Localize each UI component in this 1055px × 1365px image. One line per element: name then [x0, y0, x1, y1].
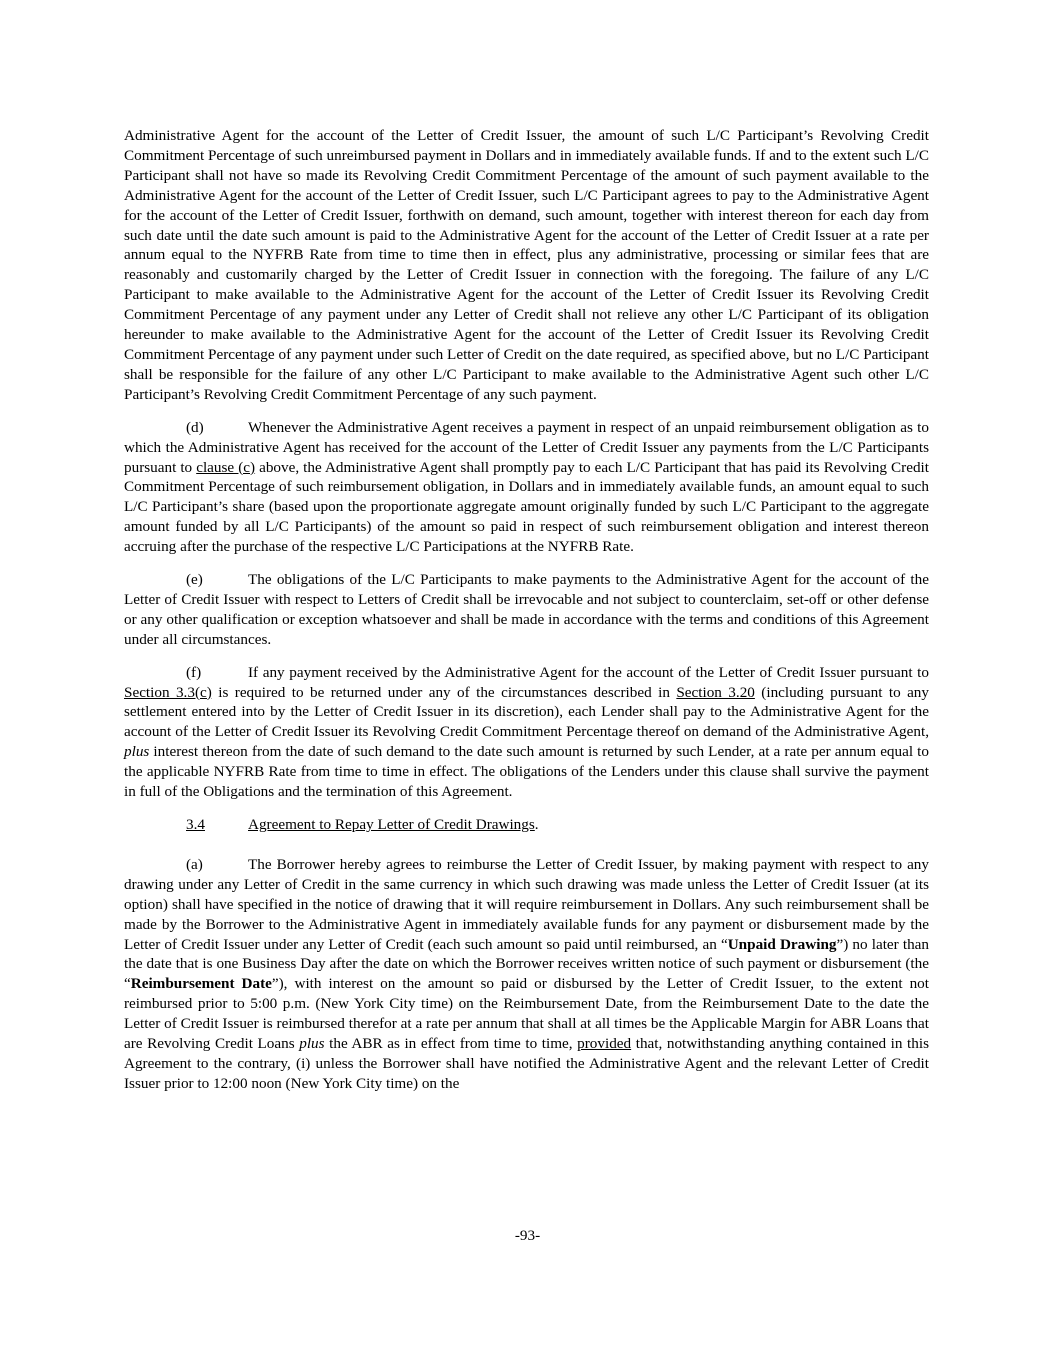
paragraph-text: Whenever the Administrative Agent receives a payment in respect of an unpaid reimbursement obligation as to which the Administrative Agent has received for the account of the Letter of Credit Issuer any payments from the L/C Participants pursuant to: [124, 418, 929, 476]
cross-reference: clause (c): [196, 458, 256, 476]
paragraph-3-4-a: [124, 855, 929, 1094]
defined-term: Unpaid Drawing: [727, 935, 837, 953]
paragraph-e: [124, 570, 929, 650]
paragraph-text: is required to be returned under any of the circumstances described in: [211, 683, 677, 701]
underlined-term: provided: [577, 1035, 632, 1053]
cross-reference: Section 3.3(c): [124, 683, 212, 701]
paragraph-label: (a): [186, 855, 203, 873]
paragraph-text: If any payment received by the Administrative Agent for the account of the Letter of Credit Issuer pursuant to: [248, 663, 929, 681]
paragraph-f: [124, 663, 929, 802]
paragraph-text: ”) no later than the date that is one Business Day after the date on which the Borrower receives written notice of such payment or disbursement (the “: [124, 935, 930, 993]
paragraph-c-continuation: [124, 126, 929, 405]
paragraph-text: ”), with interest on the amount so paid or disbursed by the Letter of Credit Issuer, to the extent not reimbursed prior to 5:00 p.m. (New York City time) on the Reimbursement Date, from the Reimbursement Date to the date the Letter of Credit Issuer is reimbursed therefor at a rate per annum that shall at all times be the Applicable Margin for ABR Loans that are Revolving Credit Loans: [124, 975, 929, 1053]
cross-reference: Section 3.20: [676, 683, 755, 701]
paragraph-text: The obligations of the L/C Participants to make payments to the Administrative Agent for the account of the Letter of Credit Issuer with respect to Letters of Credit shall be irrevocable and not subject to counterclaim, set-off or other defense or any other qualification or exception whatsoever and shall be made in accordance with the terms and conditions of this Agreement under all circumstances.: [124, 571, 929, 648]
section-number: 3.4: [186, 816, 205, 833]
paragraph-text: (including pursuant to any settlement entered into by the Letter of Credit Issuer in its discretion), each Lender shall pay to the Administrative Agent for the account of the Letter of Credit Issuer its Revolving Credit Commitment Percentage thereof on demand of the Administrative Agent,: [124, 683, 929, 741]
paragraph-label: (f): [186, 663, 202, 681]
paragraph-text: Administrative Agent for the account of the Letter of Credit Issuer, the amount of such L/C Participant’s Revolving Credit Commitment Percentage of such unreimbursed payment in Dollars and in immediately available funds. If and to the extent such L/C Participant shall not have so made its Revolving Credit Commitment Percentage of the amount of such payment available to the Administrative Agent for the account of the Letter of Credit Issuer, such L/C Participant agrees to pay to the Administrative Agent for the account of the Letter of Credit Issuer, forthwith on demand, such amount, together with interest thereon for each day from such date until the date such amount is paid to the Administrative Agent for the account of the Letter of Credit Issuer at a rate per annum equal to the NYFRB Rate from time to time then in effect, plus any administrative, processing or similar fees that are reasonably and customarily charged by the Letter of Credit Issuer in connection with the foregoing. The failure of any L/C Participant to make available to the Administrative Agent for the account of the Letter of Credit Issuer its Revolving Credit Commitment Percentage of any payment under any Letter of Credit shall not relieve any other L/C Participant of its obligation hereunder to make available to the Administrative Agent for the account of the Letter of Credit Issuer its Revolving Credit Commitment Percentage of any payment under such Letter of Credit on the date required, as specified above, but no L/C Participant shall be responsible for the failure of any other L/C Participant to make available to the Administrative Agent such other L/C Participant’s Revolving Credit Commitment Percentage of any such payment.: [124, 127, 929, 403]
paragraph-text: that, notwithstanding anything contained in this Agreement to the contrary, (i) unless the Borrower shall have notified the Administrative Agent and the relevant Letter of Credit Issuer prior to 12:00 noon (New York City time) on the: [124, 1035, 929, 1092]
defined-term: Reimbursement Date: [130, 975, 272, 993]
paragraph-d: [124, 418, 929, 557]
paragraph-text: interest thereon from the date of such demand to the date such amount is returned by such Lender, at a rate per annum equal to the applicable NYFRB Rate from time to time in effect. The obligations of the Lenders under this clause shall survive the payment in full of the Obligations and the termination of this Agreement.: [124, 743, 929, 801]
section-title-punctuation: .: [534, 816, 539, 833]
page-number: -93-: [514, 1227, 541, 1244]
paragraph-text: the ABR as in effect from time to time,: [324, 1035, 578, 1053]
paragraph-text: above, the Administrative Agent shall promptly pay to each L/C Participant that has paid its Revolving Credit Commitment Percentage of such reimbursement obligation, in Dollars and in immediately available funds, an amount equal to such L/C Participant’s share (based upon the proportionate aggregate amount originally funded by such L/C Participant to the aggregate amount funded by all L/C Participants) of the amount so paid in respect of such reimbursement obligation and interest thereon accruing after the purchase of the respective L/C Participations at the NYFRB Rate.: [124, 458, 929, 556]
paragraph-label: (e): [186, 571, 203, 589]
paragraph-text: The Borrower hereby agrees to reimburse the Letter of Credit Issuer, by making payment with respect to any drawing under any Letter of Credit in the same currency in which such drawing was made unless the Letter of Credit Issuer (at its option) shall have specified in the notice of drawing that it will require reimbursement in Dollars. Any such reimbursement shall be made by the Borrower to the Administrative Agent in immediately available funds for any payment or disbursement made by the Letter of Credit Issuer under any Letter of Credit (each such amount so paid until reimbursed, an “: [124, 855, 929, 953]
section-title: Agreement to Repay Letter of Credit Drawings: [248, 816, 535, 833]
section-heading: [124, 815, 929, 835]
document-page: [124, 126, 929, 1107]
emphasis: plus: [124, 743, 150, 761]
emphasis: plus: [299, 1035, 325, 1053]
paragraph-label: (d): [186, 418, 204, 436]
